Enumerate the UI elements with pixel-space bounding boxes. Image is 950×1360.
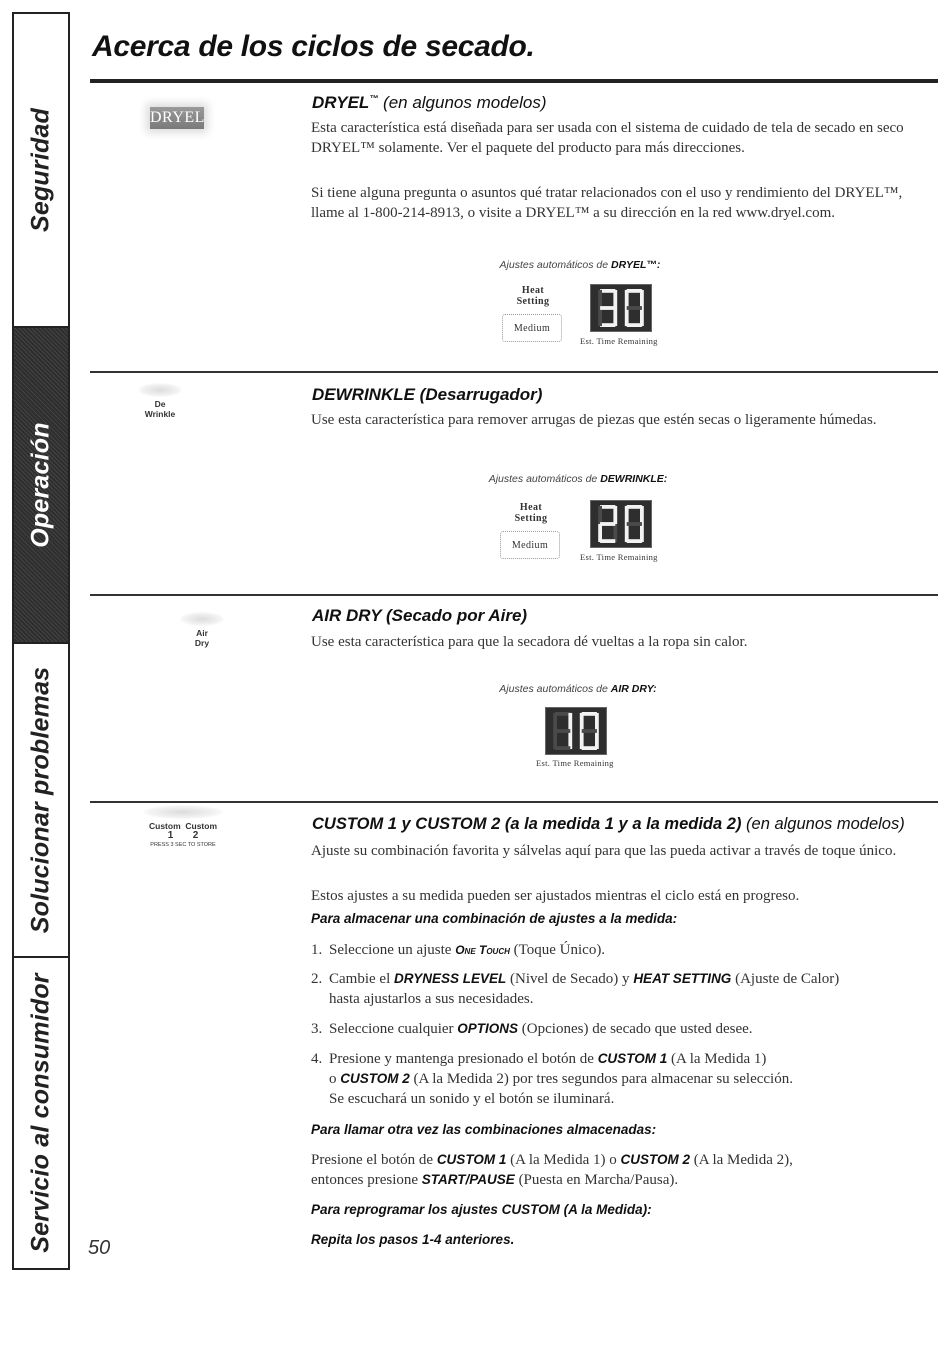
dewrinkle-auto-settings-caption: Ajustes automáticos de DEWRINKLE: (488, 473, 668, 485)
tab-label: Servicio al consumidor (26, 973, 55, 1253)
button-glow (143, 805, 223, 819)
button-glow (138, 383, 182, 397)
page-title: Acerca de los ciclos de secado. (92, 30, 535, 63)
custom-buttons-icon (138, 805, 228, 849)
airdry-auto-settings-caption: Ajustes automáticos de AIR DRY: (499, 683, 657, 695)
side-tab-column (12, 12, 70, 1270)
tab-label: Seguridad (26, 107, 55, 233)
lcd-segment (625, 524, 629, 542)
lcd-segment (600, 323, 615, 327)
heat-setting-label: Heat Setting (514, 502, 548, 524)
time-display (545, 707, 607, 755)
recall-instructions: Presione el botón de CUSTOM 1 (A la Medida 1) o CUSTOM 2 (A la Medida 2), entonces presione START/PAUSE (Puesta en Marcha/Pausa). (311, 1152, 793, 1188)
lcd-segment (640, 506, 644, 524)
store-step-3: 3. Seleccione cualquier OPTIONS (Opciones) de secado que usted desee. (311, 1021, 753, 1037)
lcd-segment (627, 323, 642, 327)
dryel-contact-info: Si tiene alguna pregunta o asuntos qué tratar relacionados con el uso y rendimiento del DRYEL™, llame al 1-800-214-8913, o visite a DRYEL™ a su dirección en la red www.dryel.com. (311, 185, 903, 221)
lcd-segment (600, 539, 615, 543)
reprogram-subheading: Para reprogramar los ajustes CUSTOM (A la Medida): (311, 1202, 652, 1217)
lcd-segment (598, 308, 602, 326)
recall-subheading: Para llamar otra vez las combinaciones almacenadas: (311, 1122, 657, 1137)
lcd-segment (598, 524, 602, 542)
lcd-segment (625, 290, 629, 308)
section-divider (90, 594, 938, 596)
lcd-segment (598, 290, 602, 308)
time-display (590, 500, 652, 548)
lcd-segment (555, 712, 570, 716)
lcd-segment (625, 308, 629, 326)
lcd-segment (613, 290, 617, 308)
airdry-description: Use esta característica para que la secadora dé vueltas a la ropa sin calor. (311, 634, 748, 650)
airdry-heading: AIR DRY (Secado por Aire) (312, 606, 528, 625)
dryel-button-icon: DRYEL (150, 107, 204, 129)
time-display (590, 284, 652, 332)
lcd-segment (600, 505, 615, 509)
lcd-segment (627, 522, 642, 526)
icon-line: Dry (194, 638, 210, 648)
custom-note: Estos ajustes a su medida pueden ser ajustados mientras el ciclo está en progreso. (311, 888, 800, 904)
lcd-segment (580, 713, 584, 731)
lcd-segment (582, 729, 597, 733)
lcd-segment (580, 731, 584, 749)
est-time-label: Est. Time Remaining (580, 336, 658, 346)
section-divider (90, 371, 938, 373)
lcd-segment (600, 306, 615, 310)
lcd-segment (582, 746, 597, 750)
lcd-segment (627, 306, 642, 310)
lcd-segment (582, 712, 597, 716)
tab-seguridad[interactable] (14, 14, 68, 328)
section-divider (90, 801, 938, 803)
reprogram-instructions: Repita los pasos 1-4 anteriores. (311, 1232, 515, 1247)
airdry-button-icon (180, 612, 224, 648)
tab-servicio-consumidor[interactable] (14, 958, 68, 1268)
store-step-2: 2. Cambie el DRYNESS LEVEL (Nivel de Secado) y HEAT SETTING (Ajuste de Calor) hasta ajustarlos a sus necesidades. (311, 971, 840, 1007)
icon-line: Air (196, 628, 208, 638)
lcd-segment (600, 289, 615, 293)
lcd-segment (553, 713, 557, 731)
icon-line: 1 2 (167, 830, 199, 841)
icon-line: Wrinkle (144, 409, 176, 419)
icon-note: PRESS 3 SEC TO STORE (150, 842, 216, 848)
tab-label: Solucionar problemas (26, 666, 55, 934)
est-time-label: Est. Time Remaining (580, 552, 658, 562)
dryel-heading: DRYEL™ (en algunos modelos) (312, 93, 547, 112)
lcd-segment (640, 290, 644, 308)
custom-description: Ajuste su combinación favorita y sálvelas aquí para que las pueda activar a través de toque único. (311, 843, 897, 859)
lcd-segment (600, 522, 615, 526)
medium-indicator: Medium (502, 314, 562, 342)
title-divider (90, 79, 938, 83)
est-time-label: Est. Time Remaining (536, 758, 614, 768)
lcd-segment (627, 289, 642, 293)
lcd-segment (553, 731, 557, 749)
lcd-segment (627, 539, 642, 543)
tab-label: Operación (26, 422, 55, 548)
lcd-segment (627, 505, 642, 509)
lcd-segment (555, 729, 570, 733)
lcd-segment (555, 746, 570, 750)
store-subheading: Para almacenar una combinación de ajustes a la medida: (311, 911, 678, 926)
dewrinkle-button-icon (138, 383, 182, 419)
lcd-segment (595, 713, 599, 731)
dewrinkle-heading: DEWRINKLE (Desarrugador) (312, 385, 543, 404)
lcd-segment (598, 506, 602, 524)
icon-line: Custom Custom (148, 821, 217, 831)
lcd-segment (568, 713, 572, 731)
page-number: 50 (88, 1237, 111, 1259)
custom-heading: CUSTOM 1 y CUSTOM 2 (a la medida 1 y a la medida 2) (en algunos modelos) (312, 815, 905, 833)
dryel-description: Esta característica está diseñada para ser usada con el sistema de cuidado de tela de secado en seco DRYEL™ solamente. Ver el paquete del producto para más direcciones. (311, 120, 904, 156)
tab-operacion[interactable] (14, 328, 68, 644)
store-step-4: 4. Presione y mantenga presionado el botón de CUSTOM 1 (A la Medida 1) o CUSTOM 2 (A la Medida 2) por tres segundos para almacenar su selección. Se escuchará un sonido y el botón se iluminará. (311, 1051, 793, 1107)
button-glow (180, 612, 224, 626)
store-step-1: 1. Seleccione un ajuste One Touch (Toque Único). (311, 942, 606, 958)
lcd-segment (613, 506, 617, 524)
dewrinkle-description: Use esta característica para remover arrugas de piezas que estén secas o ligeramente húmedas. (311, 412, 877, 428)
tab-solucionar-problemas[interactable] (14, 644, 68, 958)
lcd-segment (625, 506, 629, 524)
dryel-auto-settings-caption: Ajustes automáticos de DRYEL™: (499, 259, 661, 271)
heat-setting-label: Heat Setting (516, 285, 550, 307)
icon-line: De (154, 399, 166, 409)
medium-indicator: Medium (500, 531, 560, 559)
